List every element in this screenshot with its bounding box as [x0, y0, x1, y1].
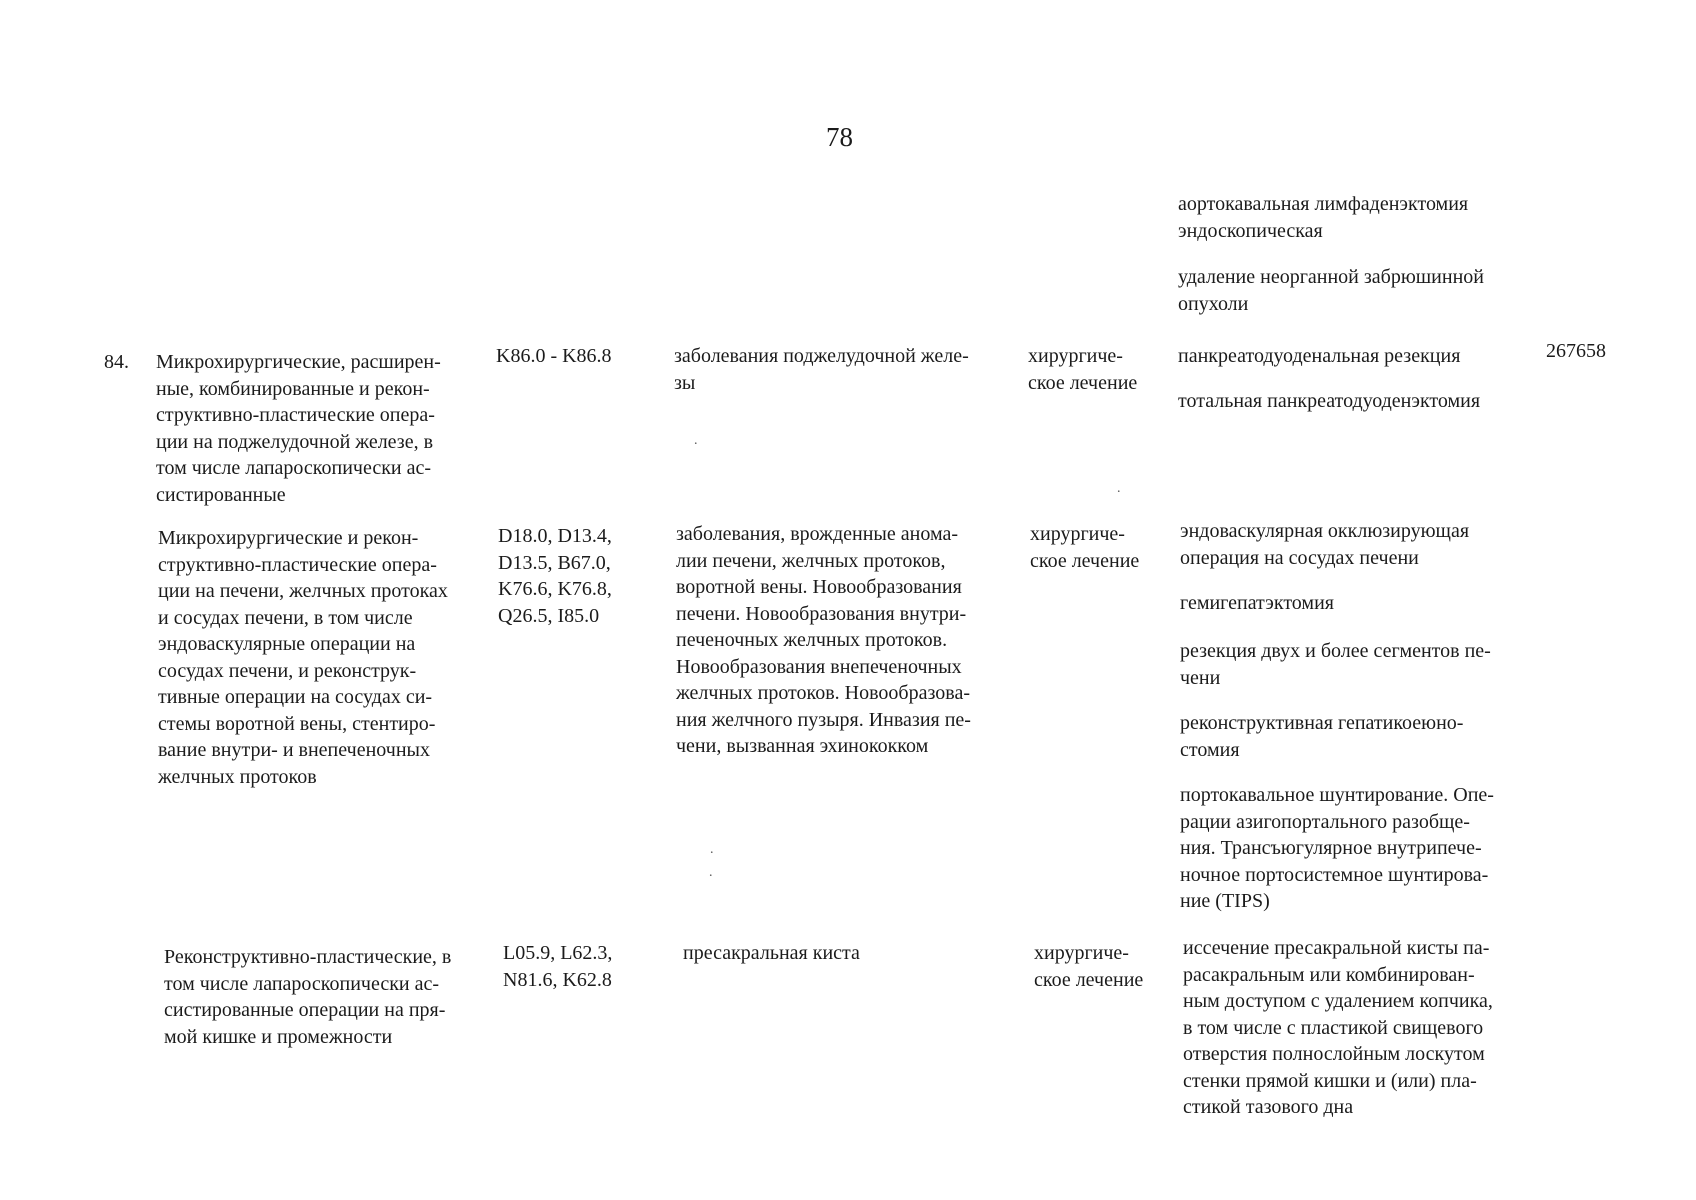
intervention-name-line: тивные операции на сосудах си- — [158, 686, 433, 708]
treatment-method-line: ным доступом с удалением копчика, — [1183, 990, 1493, 1012]
row-number: 84. — [104, 351, 129, 373]
patient-model-line: воротной вены. Новообразования — [676, 576, 962, 598]
treatment-method-line: тотальная панкреатодуоденэктомия — [1178, 390, 1481, 412]
intervention-name-line: Микрохирургические, расширен- — [156, 351, 441, 373]
page-number: 78 — [826, 122, 853, 152]
treatment-type-line: хирургиче- — [1030, 523, 1125, 545]
patient-model-line: чени, вызванная эхинококком — [676, 735, 929, 757]
intervention-name-line: сосудах печени, и реконструк- — [158, 659, 417, 682]
intervention-name-line: и сосудах печени, в том числе — [158, 606, 413, 629]
intervention-name-line: том числе лапароскопически ас- — [156, 457, 432, 479]
treatment-method-line: операция на сосудах печени — [1180, 546, 1419, 569]
treatment-method-line: аортокавальная лимфаденэктомия — [1178, 193, 1469, 215]
intervention-name-line: структивно-пластические опера- — [158, 553, 437, 576]
intervention-name-line: вание внутри- и внепеченочных — [158, 739, 430, 761]
treatment-method-line: опухоли — [1178, 293, 1249, 315]
treatment-method-line: эндоваскулярная окклюзирующая — [1180, 520, 1470, 542]
patient-model-line: зы — [674, 371, 696, 394]
treatment-method-line: в том числе с пластикой свищевого — [1183, 1016, 1484, 1039]
icd-code-line: N81.6, K62.8 — [503, 968, 612, 991]
treatment-method-line: стикой тазового дна — [1183, 1096, 1354, 1118]
intervention-name-line: стемы воротной вены, стентиро- — [158, 712, 436, 735]
treatment-method-line: стомия — [1180, 738, 1240, 761]
icd-code-line: Q26.5, I85.0 — [498, 604, 600, 627]
treatment-method-line: рации азигопортального разобще- — [1180, 810, 1470, 833]
intervention-name-line: систированные операции на пря- — [164, 999, 446, 1021]
treatment-method-line: портокавальное шунтирование. Опе- — [1180, 784, 1494, 806]
treatment-method-line: гемигепатэктомия — [1180, 592, 1334, 614]
treatment-method-line: панкреатодуоденальная резекция — [1178, 345, 1461, 367]
patient-model-line: лии печени, желчных протоков, — [676, 549, 946, 572]
treatment-method-line: стенки прямой кишки и (или) пла- — [1183, 1069, 1477, 1092]
intervention-name-line: структивно-пластические опера- — [156, 404, 435, 426]
intervention-name-line: мой кишке и промежности — [164, 1025, 393, 1048]
treatment-method-line: эндоскопическая — [1178, 220, 1323, 242]
treatment-method-line: иссечение пресакральной кисты па- — [1183, 937, 1490, 959]
patient-model-line: заболевания поджелудочной желе- — [674, 345, 969, 367]
cost-value: 267658 — [1546, 340, 1606, 362]
treatment-type-line: хирургиче- — [1034, 942, 1129, 964]
patient-model-line: Новообразования внепеченочных — [676, 655, 962, 678]
scan-speck: . — [709, 865, 713, 880]
icd-code-line: D13.5, B67.0, — [498, 551, 611, 574]
icd-code-line: K76.6, K76.8, — [498, 578, 612, 600]
intervention-name-line: ные, комбинированные и рекон- — [156, 377, 430, 400]
treatment-type-line: ское лечение — [1030, 549, 1140, 572]
icd-code-line: K86.0 - K86.8 — [496, 345, 612, 367]
intervention-name-line: Микрохирургические и рекон- — [158, 527, 419, 549]
treatment-method-line: удаление неорганной забрюшинной — [1178, 266, 1484, 288]
intervention-name-line: желчных протоков — [158, 765, 317, 788]
intervention-name-line: Реконструктивно-пластические, в — [164, 946, 452, 968]
patient-model-line: печени. Новообразования внутри- — [676, 602, 967, 625]
patient-model-line: печеночных желчных протоков. — [676, 629, 948, 651]
intervention-name-line: эндоваскулярные операции на — [158, 633, 416, 655]
scan-speck: . — [710, 842, 714, 857]
intervention-name-line: том числе лапароскопически ас- — [164, 972, 440, 995]
treatment-method-line: ние (TIPS) — [1180, 890, 1270, 912]
patient-model-line: желчных протоков. Новообразова- — [676, 682, 970, 704]
patient-model-line: ния желчного пузыря. Инвазия пе- — [676, 708, 971, 731]
treatment-method-line: отверстия полнослойным лоскутом — [1183, 1043, 1485, 1065]
treatment-method-line: резекция двух и более сегментов пе- — [1180, 640, 1491, 662]
icd-code-line: L05.9, L62.3, — [503, 942, 613, 964]
treatment-type-line: ское лечение — [1028, 371, 1138, 394]
patient-model-line: пресакральная киста — [683, 942, 860, 964]
scan-speck: . — [1117, 481, 1121, 496]
treatment-method-line: реконструктивная гепатикоеюно- — [1180, 712, 1464, 734]
treatment-method-line: ночное портосистемное шунтирова- — [1180, 863, 1489, 886]
treatment-method-line: ния. Трансъюгулярное внутрипече- — [1180, 837, 1482, 859]
patient-model-line: заболевания, врожденные анома- — [676, 523, 959, 545]
icd-code-line: D18.0, D13.4, — [498, 525, 612, 547]
intervention-name-line: ции на печени, желчных протоках — [158, 580, 448, 602]
treatment-type-line: ское лечение — [1034, 968, 1144, 991]
treatment-method-line: чени — [1180, 666, 1221, 689]
intervention-name-line: систированные — [156, 483, 286, 506]
intervention-name-line: ции на поджелудочной железе, в — [156, 430, 434, 453]
treatment-type-line: хирургиче- — [1028, 345, 1123, 367]
scan-speck: . — [694, 433, 698, 448]
treatment-method-line: расакральным или комбинирован- — [1183, 963, 1475, 986]
